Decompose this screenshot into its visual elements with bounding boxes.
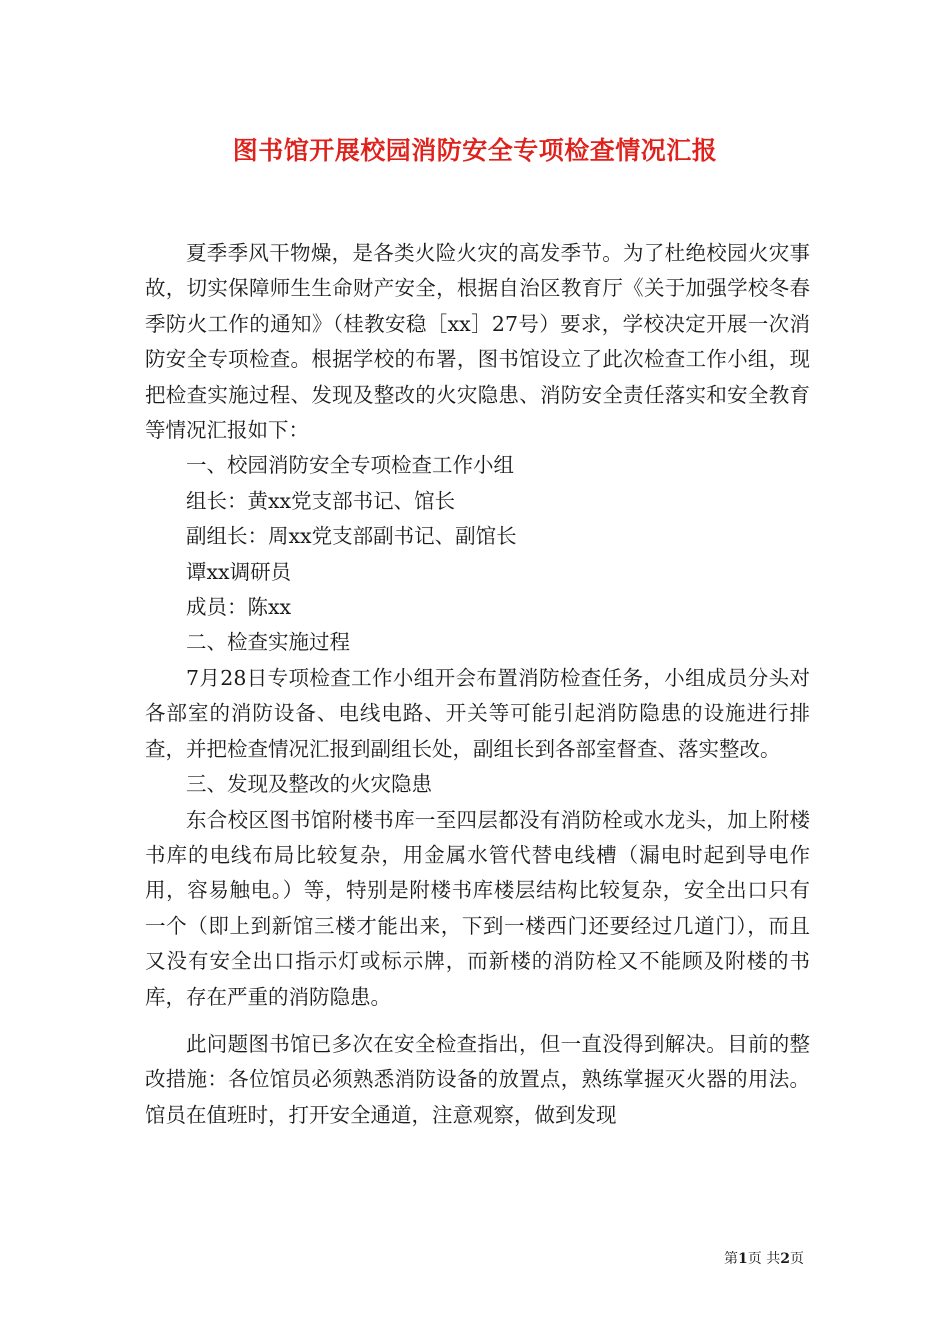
footer-suffix: 页 (790, 1251, 804, 1267)
footer-prefix: 第 (724, 1251, 739, 1267)
rectification-paragraph: 此问题图书馆已多次在安全检查指出，但一直没得到解决。目前的整改措施：各位馆员必须熟悉消防设备的放置点，熟练掌握灭火器的用法。馆员在值班时，打开安全通道，注意观察，做到发现 (145, 1031, 810, 1127)
page-title: 图书馆开展校园消防安全专项检查情况汇报 (232, 136, 718, 165)
group-leader-line: 组长：黄xx党支部书记、馆长 (186, 488, 456, 513)
intro-paragraph: 夏季季风干物燥，是各类火险火灾的高发季节。为了杜绝校园火灾事故，切实保障师生生命财产安全，根据自治区教育厅《关于加强学校冬春季防火工作的通知》（桂教安稳［xx］27号）要求，学校决定开展一次消防安全专项检查。根据学校的布署，图书馆设立了此次检查工作小组，现把检查实施过程、发现及整改的火灾隐患、消防安全责任落实和安全教育等情况汇报如下： (145, 241, 810, 443)
footer-middle: 页 共 (747, 1251, 781, 1267)
section-heading-3: 三、发现及整改的火灾隐患 (186, 772, 432, 797)
document-body (145, 236, 810, 1133)
process-paragraph: 7月28日专项检查工作小组开会布置消防检查任务，小组成员分头对各部室的消防设备、电线电路、开关等可能引起消防隐患的设施进行排查，并把检查情况汇报到副组长处，副组长到各部室督查、落实整改。 (145, 665, 810, 761)
researcher-line: 谭xx调研员 (186, 559, 292, 584)
section-heading-2: 二、检查实施过程 (186, 630, 350, 655)
hazard-paragraph: 东合校区图书馆附楼书库一至四层都没有消防栓或水龙头，加上附楼书库的电线布局比较复杂，用金属水管代替电线槽（漏电时起到导电作用，容易触电。）等，特别是附楼书库楼层结构比较复杂，安全出口只有一个（即上到新馆三楼才能出来，下到一楼西门还要经过几道门），而且又没有安全出口指示灯或标示牌，而新楼的消防栓又不能顾及附楼的书库，存在严重的消防隐患。 (145, 807, 810, 1009)
page-footer (724, 1248, 804, 1268)
deputy-leader-line: 副组长：周xx党支部副书记、副馆长 (186, 524, 517, 549)
footer-total-pages: 2 (780, 1251, 790, 1267)
section-heading-1: 一、校园消防安全专项检查工作小组 (186, 453, 514, 478)
member-line: 成员：陈xx (186, 595, 292, 620)
footer-page-number: 1 (738, 1251, 748, 1267)
